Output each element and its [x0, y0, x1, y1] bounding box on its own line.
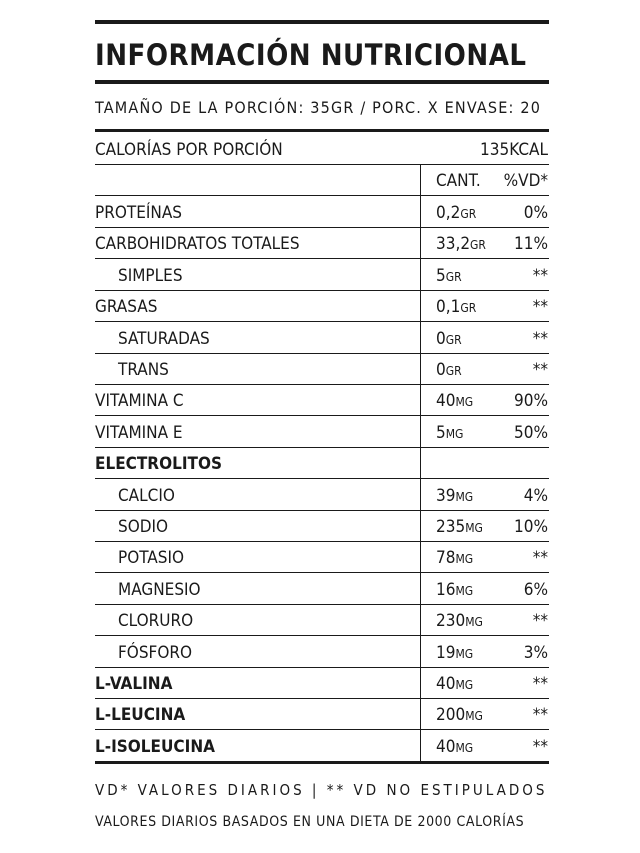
nutrient-amount: [436, 548, 473, 568]
nutrient-dv: **: [532, 611, 548, 632]
amount-header: CANT.: [436, 171, 481, 191]
nutrient-amount: [436, 360, 462, 380]
amount-unit: GR: [445, 269, 462, 284]
nutrient-dv: **: [532, 360, 548, 380]
nutrient-amount: [436, 486, 473, 506]
calories-value: 135KCAL: [480, 140, 548, 160]
nutrient-name: L-LEUCINA: [95, 705, 186, 726]
nutrient-row: [95, 448, 549, 479]
nutrient-row: [95, 480, 549, 511]
amount-unit: MG: [455, 646, 474, 661]
nutrient-dv: **: [532, 328, 548, 349]
amount-unit: MG: [445, 426, 464, 441]
bottom-rule: [95, 761, 549, 764]
label-title: INFORMACIÓN NUTRICIONAL: [95, 38, 527, 72]
nutrient-row: [95, 731, 549, 762]
nutrient-dv: 50%: [514, 422, 548, 443]
amount-number: 0,1: [436, 297, 461, 318]
amount-unit: GR: [445, 364, 462, 378]
calories-row: [95, 134, 549, 165]
amount-unit: GR: [460, 207, 477, 221]
nutrient-name: CALCIO: [118, 485, 175, 506]
nutrient-amount: [436, 674, 473, 694]
nutrient-dv: 3%: [523, 642, 548, 663]
footer-legend: VD* VALORES DIARIOS | ** VD NO ESTIPULADOS: [95, 781, 548, 799]
amount-number: 0: [436, 360, 446, 380]
nutrient-row: [95, 417, 549, 448]
amount-unit: MG: [455, 552, 474, 567]
nutrient-dv: **: [532, 265, 548, 286]
amount-number: 235: [436, 517, 466, 537]
amount-number: 200: [436, 705, 466, 726]
nutrient-amount: [436, 234, 486, 254]
footer-note: VALORES DIARIOS BASADOS EN UNA DIETA DE 2000 CALORÍAS: [95, 814, 525, 830]
nutrient-amount: [436, 737, 473, 757]
column-divider: [420, 165, 421, 762]
nutrient-row: [95, 260, 549, 291]
nutrient-dv: **: [532, 674, 548, 694]
nutrient-amount: [436, 705, 483, 725]
amount-unit: MG: [465, 521, 483, 535]
nutrient-dv: 0%: [523, 203, 548, 223]
amount-unit: GR: [470, 238, 486, 253]
nutrient-amount: [436, 266, 462, 286]
top-rule: [95, 20, 549, 24]
amount-unit: MG: [465, 615, 483, 630]
amount-number: 40: [436, 736, 456, 757]
calories-label: CALORÍAS POR PORCIÓN: [95, 140, 283, 160]
nutrient-name: VITAMINA C: [95, 391, 184, 412]
nutrient-dv: 11%: [514, 234, 548, 255]
nutrient-amount: [436, 391, 473, 411]
amount-unit: MG: [465, 709, 483, 724]
amount-unit: GR: [445, 332, 462, 347]
amount-number: 33,2: [436, 234, 471, 255]
nutrient-row: [95, 291, 549, 322]
amount-unit: MG: [455, 395, 474, 410]
amount-number: 5: [436, 265, 446, 286]
amount-number: 230: [436, 611, 466, 632]
nutrient-name: GRASAS: [95, 297, 158, 318]
nutrient-dv: 6%: [523, 579, 548, 600]
nutrient-name: L-VALINA: [95, 674, 173, 694]
title-rule: [95, 80, 549, 84]
nutrient-amount: [436, 580, 473, 600]
nutrient-row: [95, 323, 549, 354]
nutrient-dv: 4%: [523, 485, 548, 506]
nutrient-row: [95, 637, 549, 668]
nutrient-row: [95, 699, 549, 730]
nutrient-amount: [436, 643, 473, 663]
amount-unit: GR: [460, 301, 477, 316]
amount-number: 78: [436, 548, 456, 569]
amount-number: 39: [436, 485, 456, 506]
nutrient-name: POTASIO: [118, 548, 184, 569]
serving-rule: [95, 129, 549, 132]
amount-number: 5: [436, 422, 446, 443]
nutrient-row: [95, 197, 549, 228]
nutrient-row: [95, 228, 549, 259]
nutrient-amount: [436, 611, 483, 631]
nutrient-name: FÓSFORO: [118, 642, 193, 663]
amount-number: 40: [436, 674, 456, 694]
nutrient-row: [95, 668, 549, 699]
nutrient-dv: **: [532, 548, 548, 569]
amount-number: 19: [436, 642, 456, 663]
amount-unit: MG: [455, 489, 474, 504]
nutrient-row: [95, 542, 549, 573]
nutrient-name: L-ISOLEUCINA: [95, 736, 215, 757]
nutrient-row: [95, 574, 549, 605]
nutrient-amount: [436, 423, 463, 443]
nutrient-row: [95, 354, 549, 385]
nutrient-name: TRANS: [118, 360, 169, 380]
nutrient-dv: **: [532, 736, 548, 757]
nutrient-name: CLORURO: [118, 611, 194, 632]
nutrient-amount: [436, 297, 476, 317]
nutrient-name: SODIO: [118, 517, 169, 537]
nutrient-dv: **: [532, 705, 548, 726]
amount-number: 0,2: [436, 203, 461, 223]
nutrient-row: [95, 385, 549, 416]
column-header-row: [95, 165, 549, 196]
dv-header: %VD*: [503, 171, 548, 191]
amount-number: 40: [436, 391, 456, 412]
nutrient-amount: [436, 517, 483, 537]
nutrient-row: [95, 511, 549, 542]
nutrient-name: CARBOHIDRATOS TOTALES: [95, 234, 300, 255]
nutrient-name: ELECTROLITOS: [95, 454, 222, 475]
nutrient-name: SIMPLES: [118, 265, 183, 286]
nutrient-name: SATURADAS: [118, 328, 210, 349]
amount-unit: MG: [455, 740, 474, 755]
nutrient-name: VITAMINA E: [95, 422, 183, 443]
nutrient-name: PROTEÍNAS: [95, 203, 183, 223]
nutrient-name: MAGNESIO: [118, 579, 201, 600]
nutrient-dv: 10%: [514, 517, 548, 537]
amount-number: 16: [436, 579, 456, 600]
amount-unit: MG: [455, 678, 474, 692]
nutrient-row: [95, 605, 549, 636]
amount-unit: MG: [455, 583, 474, 598]
serving-size: TAMAÑO DE LA PORCIÓN: 35GR / PORC. X ENVASE: 20: [95, 98, 542, 117]
nutrient-amount: [436, 329, 462, 349]
nutrient-dv: 90%: [514, 391, 548, 412]
amount-number: 0: [436, 328, 446, 349]
nutrient-amount: [436, 203, 476, 223]
nutrient-dv: **: [532, 297, 548, 318]
